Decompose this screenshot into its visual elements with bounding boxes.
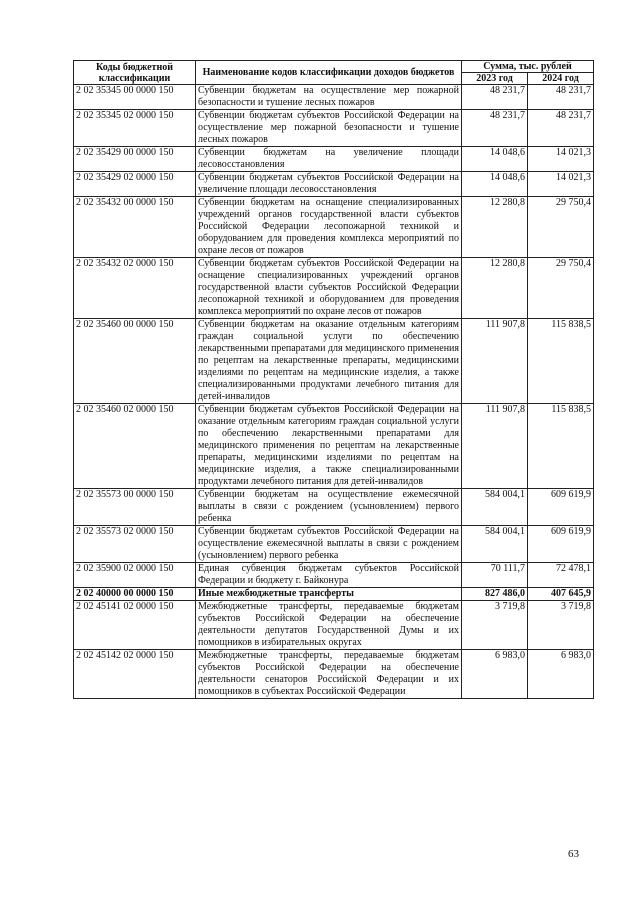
- row-value-2024: 14 021,3: [528, 147, 594, 172]
- row-code: 2 02 45141 02 0000 150: [74, 601, 196, 650]
- row-value-2023: 48 231,7: [462, 85, 528, 110]
- header-year-2023: 2023 год: [462, 73, 528, 85]
- table-row: [74, 85, 594, 110]
- budget-revenue-table: [73, 60, 594, 699]
- row-value-2023: 48 231,7: [462, 110, 528, 147]
- header-year-2024: 2024 год: [528, 73, 594, 85]
- header-codes: Коды бюджетной классификации: [74, 61, 196, 85]
- row-value-2024: 609 619,9: [528, 489, 594, 526]
- row-value-2023: 14 048,6: [462, 172, 528, 197]
- row-name: Межбюджетные трансферты, передаваемые бюджетам субъектов Российской Федерации на обеспечение деятельности сенаторов Российской Федерации и их помощников в субъектах Российской Федерации: [196, 650, 462, 699]
- row-name: Субвенции бюджетам на оснащение специализированных учреждений органов государственной власти субъектов Российской Федерации лесопожарной техникой и оборудованием для проведения комплекса мероприятий по охране лесов от пожаров: [196, 197, 462, 258]
- table-row: [74, 258, 594, 319]
- table-row: [74, 110, 594, 147]
- table-row: [74, 147, 594, 172]
- row-name: Субвенции бюджетам субъектов Российской Федерации на оснащение специализированных учреждений органов государственной власти субъектов Российской Федерации лесопожарной техникой и оборудованием для проведения комплекса мероприятий по охране лесов от пожаров: [196, 258, 462, 319]
- row-code: 2 02 35345 00 0000 150: [74, 85, 196, 110]
- table-header: [74, 61, 594, 85]
- row-name: Субвенции бюджетам субъектов Российской Федерации на осуществление мер пожарной безопасности и тушение лесных пожаров: [196, 110, 462, 147]
- row-code: 2 02 35900 02 0000 150: [74, 563, 196, 588]
- row-name: Субвенции бюджетам на осуществление ежемесячной выплаты в связи с рождением (усыновлением) первого ребенка: [196, 489, 462, 526]
- table-row: [74, 404, 594, 489]
- table-row: [74, 526, 594, 563]
- row-name: Единая субвенция бюджетам субъектов Российской Федерации и бюджету г. Байконура: [196, 563, 462, 588]
- table-row: [74, 601, 594, 650]
- row-value-2023: 584 004,1: [462, 526, 528, 563]
- row-code: 2 02 35345 02 0000 150: [74, 110, 196, 147]
- row-code: 2 02 35573 02 0000 150: [74, 526, 196, 563]
- row-value-2023: 14 048,6: [462, 147, 528, 172]
- row-value-2024: 48 231,7: [528, 85, 594, 110]
- row-code: 2 02 35460 00 0000 150: [74, 319, 196, 404]
- row-value-2023: 3 719,8: [462, 601, 528, 650]
- row-code: 2 02 35460 02 0000 150: [74, 404, 196, 489]
- row-value-2023: 827 486,0: [462, 588, 528, 601]
- row-value-2024: 29 750,4: [528, 258, 594, 319]
- page-number: 63: [568, 848, 579, 860]
- table-row: [74, 489, 594, 526]
- row-value-2023: 12 280,8: [462, 197, 528, 258]
- header-name: Наименование кодов классификации доходов бюджетов: [196, 61, 462, 85]
- row-code: 2 02 35432 02 0000 150: [74, 258, 196, 319]
- row-name: Иные межбюджетные трансферты: [196, 588, 462, 601]
- row-value-2024: 72 478,1: [528, 563, 594, 588]
- row-value-2023: 584 004,1: [462, 489, 528, 526]
- row-code: 2 02 35432 00 0000 150: [74, 197, 196, 258]
- table-row: [74, 650, 594, 699]
- row-code: 2 02 35429 00 0000 150: [74, 147, 196, 172]
- row-code: 2 02 35429 02 0000 150: [74, 172, 196, 197]
- row-value-2023: 12 280,8: [462, 258, 528, 319]
- row-code: 2 02 35573 00 0000 150: [74, 489, 196, 526]
- row-code: 2 02 40000 00 0000 150: [74, 588, 196, 601]
- row-name: Субвенции бюджетам на увеличение площади лесовосстановления: [196, 147, 462, 172]
- row-name: Межбюджетные трансферты, передаваемые бюджетам субъектов Российской Федерации на обеспечение деятельности депутатов Государственной Думы и их помощников в избирательных округах: [196, 601, 462, 650]
- table-row: [74, 563, 594, 588]
- row-value-2024: 115 838,5: [528, 404, 594, 489]
- row-value-2024: 29 750,4: [528, 197, 594, 258]
- row-code: 2 02 45142 02 0000 150: [74, 650, 196, 699]
- table-body: [74, 85, 594, 699]
- row-value-2024: 609 619,9: [528, 526, 594, 563]
- row-name: Субвенции бюджетам субъектов Российской Федерации на увеличение площади лесовосстановления: [196, 172, 462, 197]
- row-value-2023: 70 111,7: [462, 563, 528, 588]
- row-value-2023: 111 907,8: [462, 404, 528, 489]
- row-value-2023: 6 983,0: [462, 650, 528, 699]
- row-name: Субвенции бюджетам на оказание отдельным категориям граждан социальной услуги по обеспечению лекарственными препаратами для медицинского применения по рецептам на лекарственные препараты, медицинскими изделиями по рецептам на медицинские изделия, а также специализированными продуктами лечебного питания для детей-инвалидов: [196, 319, 462, 404]
- table-row: [74, 172, 594, 197]
- table-row: [74, 588, 594, 601]
- row-name: Субвенции бюджетам субъектов Российской Федерации на осуществление ежемесячной выплаты в связи с рождением (усыновлением) первого ребенка: [196, 526, 462, 563]
- table-row: [74, 319, 594, 404]
- row-name: Субвенции бюджетам субъектов Российской Федерации на оказание отдельным категориям граждан социальной услуги по обеспечению лекарственными препаратами для медицинского применения по рецептам на лекарственные препараты, медицинскими изделиями по рецептам на медицинские изделия, а также специализированными продуктами лечебного питания для детей-инвалидов: [196, 404, 462, 489]
- row-value-2024: 407 645,9: [528, 588, 594, 601]
- row-value-2024: 14 021,3: [528, 172, 594, 197]
- row-value-2024: 3 719,8: [528, 601, 594, 650]
- row-value-2024: 48 231,7: [528, 110, 594, 147]
- row-value-2024: 6 983,0: [528, 650, 594, 699]
- row-value-2023: 111 907,8: [462, 319, 528, 404]
- row-name: Субвенции бюджетам на осуществление мер пожарной безопасности и тушение лесных пожаров: [196, 85, 462, 110]
- header-sum: Сумма, тыс. рублей: [462, 61, 594, 73]
- table-row: [74, 197, 594, 258]
- row-value-2024: 115 838,5: [528, 319, 594, 404]
